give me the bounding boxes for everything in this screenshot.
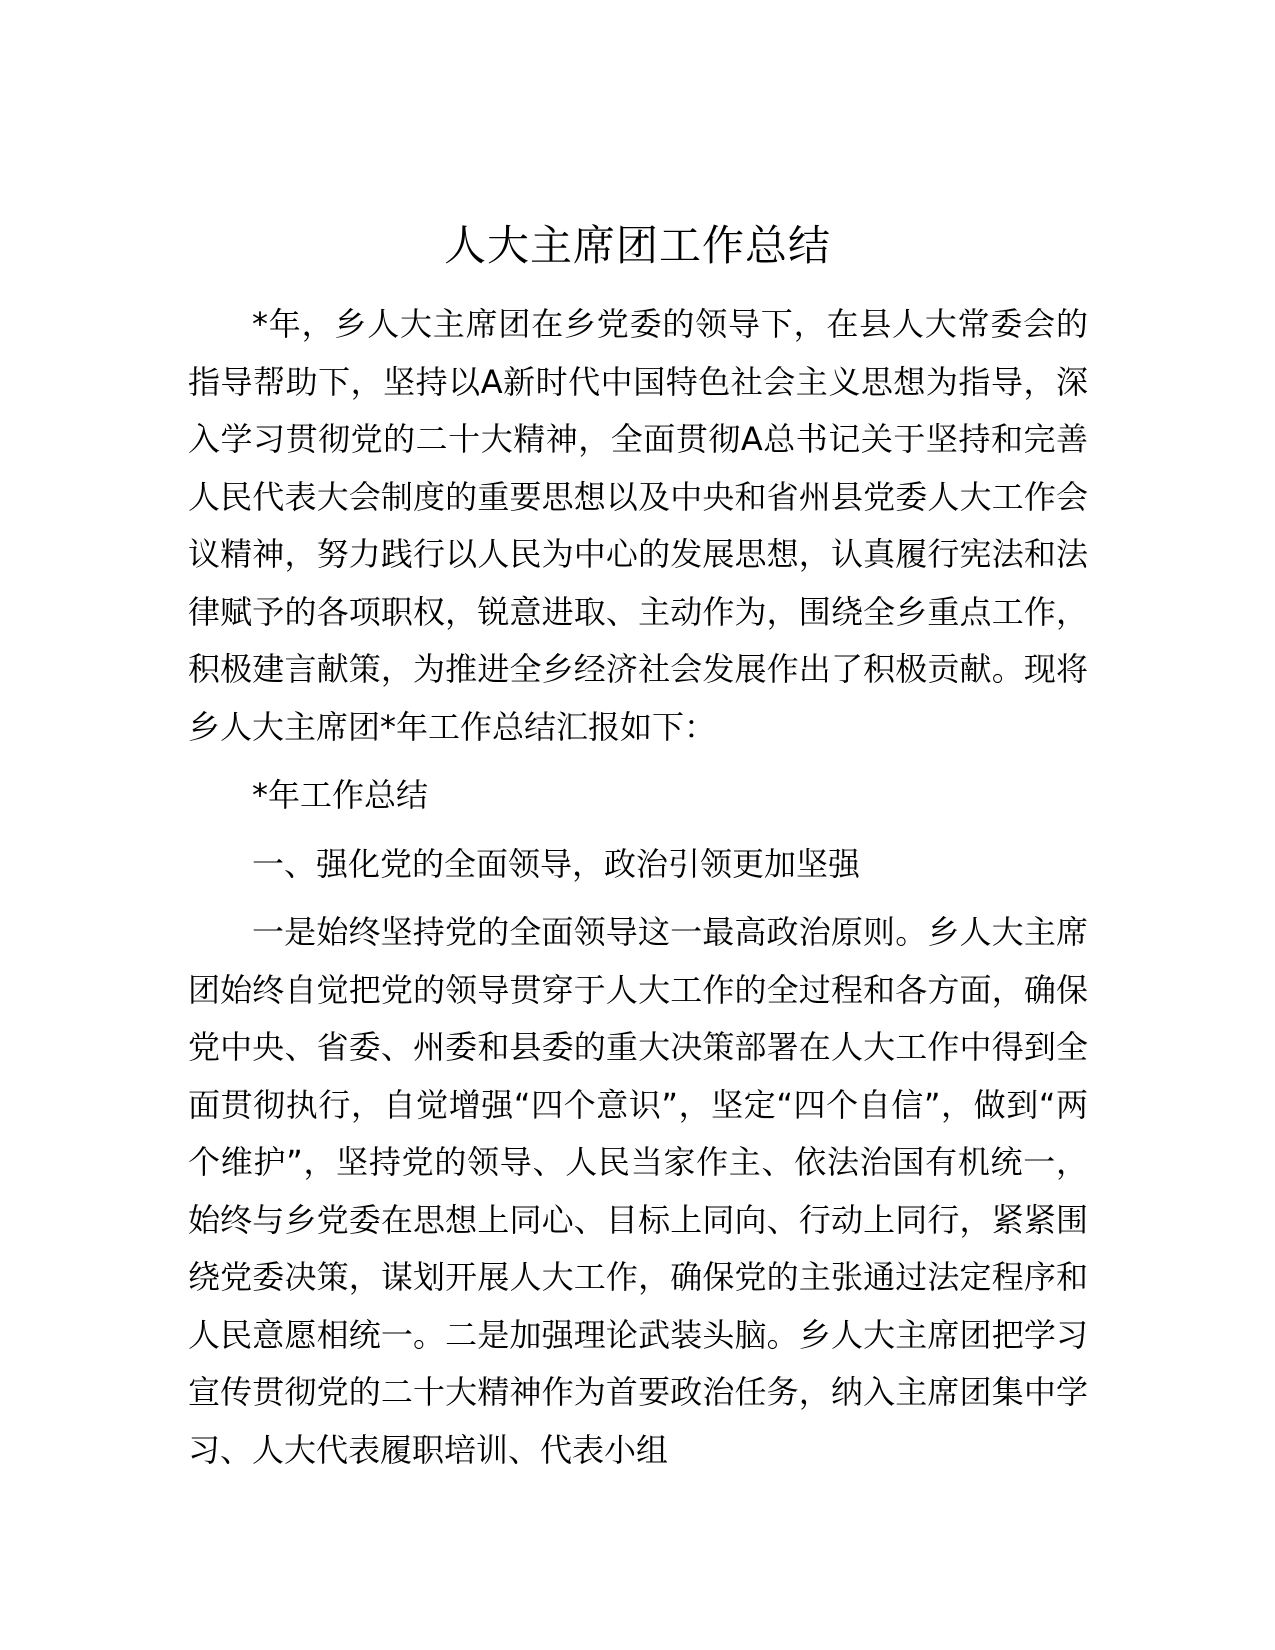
section-paragraph: 一是始终坚持党的全面领导这一最高政治原则。乡人大主席团始终自觉把党的领导贯穿于人大工作的全过程和各方面，确保党中央、省委、州委和县委的重大决策部署在人大工作中得到全面贯彻执行，自觉增强“四个意识”，坚定“四个自信”，做到“两个维护”，坚持党的领导、人民当家作主、依法治国有机统一，始终与乡党委在思想上同心、目标上同向、行动上同行，紧紧围绕党委决策，谋划开展人大工作，确保党的主张通过法定程序和人民意愿相统一。二是加强理论武装头脑。乡人大主席团把学习宣传贯彻党的二十大精神作为首要政治任务，纳入主席团集中学习、人大代表履职培训、代表小组 [188,913,1088,1469]
subsection-heading: 一、强化党的全面领导，政治引领更加坚强 [252,844,861,883]
document-title: 人大主席团工作总结 [443,221,831,270]
intro-paragraph: *年，乡人大主席团在乡党委的领导下，在县人大常委会的指导帮助下，坚持以A新时代中国特色社会主义思想为指导，深入学习贯彻党的二十大精神，全面贯彻A总书记关于坚持和完善人民代表大会制度的重要思想以及中央和省州县党委人大工作会议精神，努力践行以人民为中心的发展思想，认真履行宪法和法律赋予的各项职权，锐意进取、主动作为，围绕全乡重点工作，积极建言献策，为推进全乡经济社会发展作出了积极贡献。现将乡人大主席团*年工作总结汇报如下： [188,305,1088,746]
document-body [188,296,1088,1479]
section-heading: *年工作总结 [252,776,429,814]
